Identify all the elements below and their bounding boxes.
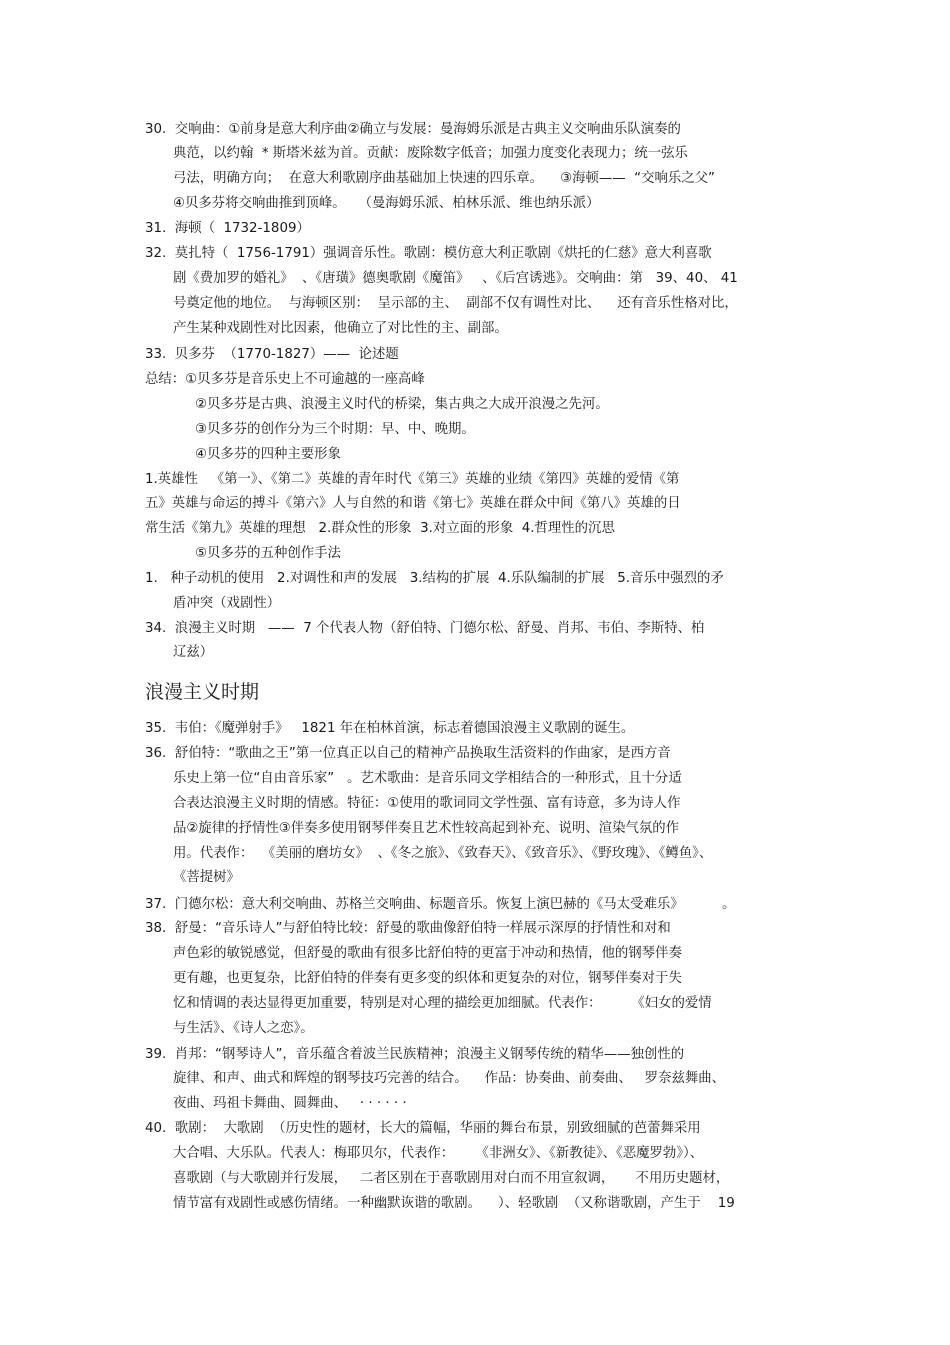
item-38-line-1: 38. 舒曼：“音乐诗人”与舒伯特比较：舒曼的歌曲像舒伯特一样展示深厚的抒情性和对和: [145, 921, 671, 936]
summary-line-1: 总结：①贝多芬是音乐史上不可逾越的一座高峰: [145, 372, 425, 387]
item-38-line-3: 更有趣，也更复杂，比舒伯特的伴奏有更多变的织体和更复杂的对位，钢琴伴奏对于失: [173, 971, 682, 986]
techniques-line-1: 1. 种子动机的使用 2.对调性和声的发展 3.结构的扩展 4.乐队编制的扩展 5.音乐中强烈的矛: [145, 571, 724, 586]
summary-line-5: ⑤贝多芬的五种创作手法: [195, 546, 341, 561]
item-32-line-2: 剧《费加罗的婚礼》 、《唐璜》德奥歌剧《魔笛》 、《后宫诱逃》。交响曲：第 39、40、 41: [173, 271, 738, 286]
item-40-line-1: 40. 歌剧： 大歌剧 （历史性的题材，长大的篇幅，华丽的舞台布景，别致细腻的芭蕾舞采用: [145, 1121, 701, 1136]
item-38-line-4: 忆和情调的表达显得更加重要，特别是对心理的描绘更加细腻。代表作： 《妇女的爱情: [173, 996, 712, 1011]
item-30-line-2: 典范，以约翰 * 斯塔米兹为首。贡献：废除数字低音；加强力度变化表现力；统一弦乐: [173, 146, 688, 161]
item-36-line-4: 品②旋律的抒情性③伴奏多使用钢琴伴奏且艺术性较高起到补充、说明、渲染气氛的作: [173, 821, 680, 836]
item-36-line-3: 合表达浪漫主义时期的情感。特征：①使用的歌词同文学性强、富有诗意，多为诗人作: [173, 796, 681, 811]
item-36-line-1: 36. 舒伯特：“歌曲之王”第一位真正以自己的精神产品换取生活资料的作曲家，是西方音: [145, 746, 671, 761]
item-40-line-3: 喜歌剧（与大歌剧并行发展， 二者区别在于喜歌剧用对白而不用宣叙调， 不用历史题材，: [173, 1171, 730, 1186]
image-line-1: 1.英雄性 《第一》、《第二》英雄的青年时代《第三》英雄的业绩《第四》英雄的爱情《第: [145, 472, 680, 487]
item-34-line-1: 34. 浪漫主义时期 —— 7 个代表人物（舒伯特、门德尔松、舒曼、肖邦、韦伯、李斯特、柏: [145, 621, 705, 636]
item-38-line-5: 与生活》、《诗人之恋》。: [173, 1021, 314, 1036]
item-39-line-2: 旋律、和声、曲式和辉煌的钢琴技巧完善的结合。 作品：协奏曲、前奏曲、 罗奈兹舞曲、: [173, 1071, 726, 1086]
item-30-line-4: ④贝多芬将交响曲推到顶峰。 （曼海姆乐派、柏林乐派、维也纳乐派）: [173, 196, 600, 211]
item-36-line-5: 用。代表作： 《美丽的磨坊女》 、《冬之旅》、《致春天》、《致音乐》、《野玫瑰》、《鳟鱼》、: [173, 846, 713, 861]
image-line-3: 常生活《第九》英雄的理想 2.群众性的形象 3.对立面的形象 4.哲理性的沉思: [145, 521, 615, 536]
item-40-line-4: 情节富有戏剧性或感伤情绪。一种幽默诙谐的歌剧。 ）、轻歌剧 （又称谐歌剧，产生于 19: [173, 1196, 735, 1211]
item-37: 37. 门德尔松：意大利交响曲、苏格兰交响曲、标题音乐。恢复上演巴赫的《马太受难乐》 。: [145, 897, 736, 912]
item-36-line-6: 《菩提树》: [173, 870, 240, 885]
item-39-line-1: 39. 肖邦：“钢琴诗人”，音乐蕴含着波兰民族精神；浪漫主义钢琴传统的精华——独创性的: [145, 1047, 685, 1062]
item-32-line-3: 号奠定他的地位。 与海顿区别： 呈示部的主、 副部不仅有调性对比、 还有音乐性格对比，: [173, 296, 738, 311]
item-34-line-2: 辽兹）: [173, 645, 214, 660]
summary-line-2: ②贝多芬是古典、浪漫主义时代的桥梁，集古典之大成开浪漫之先河。: [195, 397, 609, 412]
item-32-line-1: 32. 莫扎特（ 1756-1791）强调音乐性。歌剧：模仿意大利正歌剧《烘托的仁慈》意大利喜歌: [145, 246, 712, 261]
techniques-line-2: 盾冲突（戏剧性）: [173, 596, 281, 611]
item-33: 33. 贝多芬 （1770-1827）—— 论述题: [145, 347, 399, 362]
item-30-line-3: 弓法，明确方向； 在意大利歌剧序曲基础加上快速的四乐章。 ③海顿—— “交响乐之父”: [173, 171, 715, 186]
item-36-line-2: 乐史上第一位“自由音乐家” 。艺术歌曲：是音乐同文学相结合的一种形式，且十分适: [173, 771, 682, 786]
item-31: 31. 海顿（ 1732-1809）: [145, 221, 310, 236]
summary-line-3: ③贝多芬的创作分为三个时期：早、中、晚期。: [195, 422, 475, 437]
section-heading: 浪漫主义时期: [145, 681, 260, 703]
item-38-line-2: 声色彩的敏锐感觉，但舒曼的歌曲有很多比舒伯特的更富于冲动和热情，他的钢琴伴奏: [173, 946, 682, 961]
item-32-line-4: 产生某种戏剧性对比因素，他确立了对比性的主、副部。: [173, 321, 508, 336]
item-40-line-2: 大合唱、大乐队。代表人：梅耶贝尔，代表作： 《非洲女》、《新教徒》、《恶魔罗勃》）、: [173, 1146, 704, 1161]
item-35: 35. 韦伯：《魔弹射手》 1821 年在柏林首演，标志着德国浪漫主义歌剧的诞生。: [145, 721, 635, 736]
item-39-line-3: 夜曲、玛祖卡舞曲、圆舞曲、 · · · · · ·: [173, 1096, 407, 1111]
summary-line-4: ④贝多芬的四种主要形象: [195, 447, 341, 462]
image-line-2: 五》英雄与命运的搏斗《第六》人与自然的和谐《第七》英雄在群众中间《第八》英雄的日: [145, 496, 681, 511]
item-30-line-1: 30. 交响曲：①前身是意大利序曲②确立与发展：曼海姆乐派是古典主义交响曲乐队演奏的: [145, 122, 681, 137]
